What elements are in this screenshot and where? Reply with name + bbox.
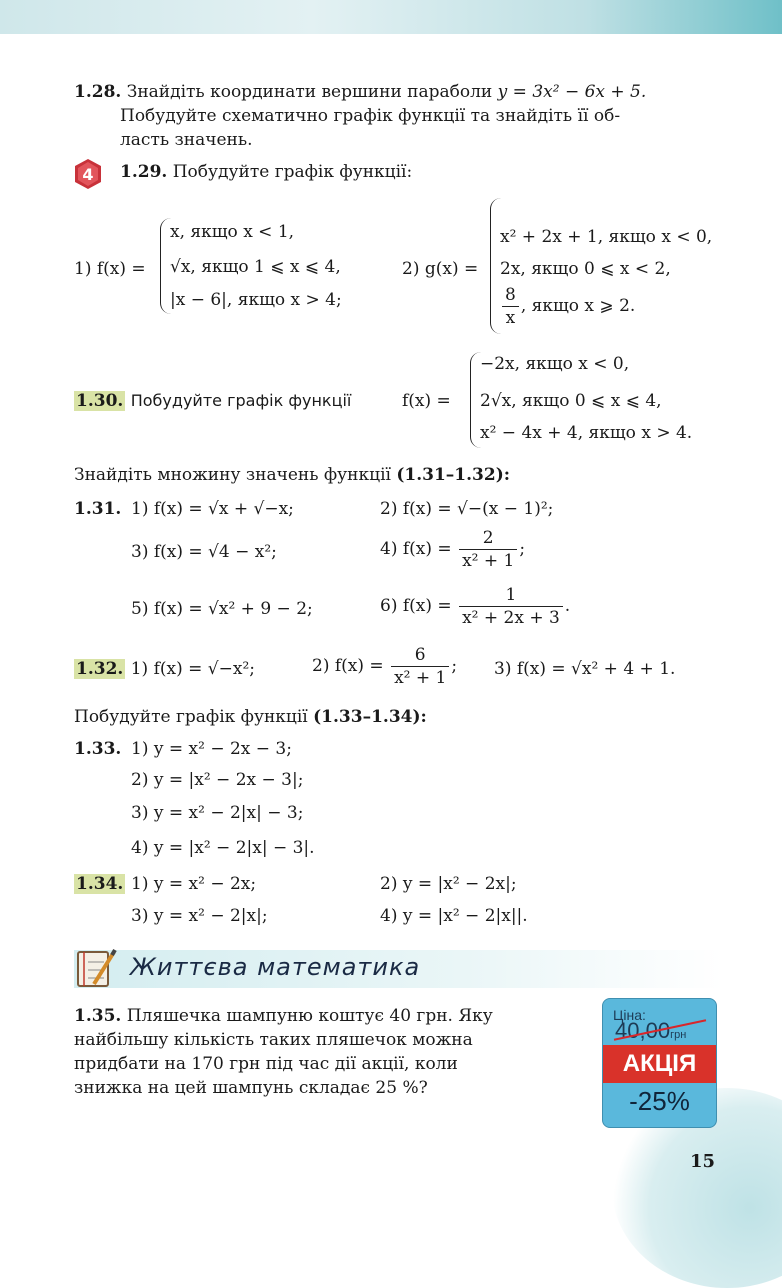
problem-1-34-num [74,872,125,896]
item-1-31-3: 3) f(x) = √4 − x²; [131,542,277,562]
item-1-34-2: 2) y = |x² − 2x|; [380,874,517,894]
numerator: 8 [505,285,516,305]
notebook-pencil-icon [74,946,120,990]
badge-label: 4 [82,165,94,184]
problem-1-35-line3: придбати на 170 грн під час дії акції, коли [74,1054,458,1074]
piece-row-1: −2x, якщо x < 0, [480,354,630,374]
item-1-31-4: 4) f(x) = $\frac{2}{\text{x² + 1}}$ ; [380,528,526,571]
g-label: 2) g(x) = [402,259,479,279]
problem-number: 1.29. [120,162,168,182]
problem-number: 1.28. [74,82,122,102]
numerator: 1 [505,585,517,605]
instruction-1-31-1-32 [74,463,510,487]
instruction-range: (1.31–1.32): [396,465,511,485]
promo-label: АКЦІЯ [603,1045,716,1083]
g-row-3 [500,284,635,329]
instruction-range: (1.33–1.34): [313,707,427,727]
fraction [391,644,449,689]
denominator: x² + 2x + 3 [459,606,563,629]
problem-number: 1.32. [76,659,124,679]
item-1-32-3: 3) f(x) = √x² + 4 + 1. [494,659,676,679]
old-price-value: 40,00 [615,1018,671,1043]
instruction-text: Побудуйте графік функції [74,707,314,727]
fraction [459,584,563,629]
problem-number: 1.31. [74,499,122,519]
fraction [459,527,517,572]
instruction-1-33-1-34 [74,705,427,729]
item-1-33-1: 1) y = x² − 2x − 3; [131,739,292,759]
discount-label: -25% [629,1086,690,1116]
piece-row-3: x² − 4x + 4, якщо x > 4. [480,423,693,443]
item-1-34-1: 1) y = x² − 2x; [131,874,257,894]
problem-text: Побудуйте графік функції [130,391,352,410]
item-1-33-3: 3) y = x² − 2|x| − 3; [131,803,304,823]
problem-1-33-num [74,737,121,761]
numerator: 2 [482,528,494,548]
f-row-3: |x − 6|, якщо x > 4; [170,290,342,310]
piece-row-2: 2√x, якщо 0 ⩽ x ⩽ 4, [480,391,662,411]
fraction-8-over-x [502,284,519,329]
item-1-33-2: 2) y = |x² − 2x − 3|; [131,770,304,790]
instruction-text: Знайдіть множину значень функції [74,465,397,485]
item-1-31-2: 2) f(x) = √−(x − 1)²; [380,499,554,519]
numerator: 6 [414,645,426,665]
f-label: 1) f(x) = [74,259,146,279]
problem-1-28-line1 [74,80,646,104]
problem-1-29-title [120,160,412,184]
problem-1-28-line2: Побудуйте схематично графік функції та знайдіть її об- [120,106,621,126]
problem-number: 1.30. [76,391,124,411]
price-label: Ціна: [613,1007,646,1023]
item-1-34-4: 4) y = |x² − 2|x||. [380,906,528,926]
problem-1-35-line2: найбільшу кількість таких пляшечок можна [74,1030,473,1050]
problem-1-30-title [74,389,351,413]
condition: , якщо x ⩾ 2. [520,296,636,316]
formula: y = 3x² − 6x + 5. [497,82,647,102]
item-1-31-6: 6) f(x) = $\frac{1}{\text{x² + 2x + 3}}$ . [380,585,571,628]
denominator: x² + 1 [459,549,517,572]
problem-number: 1.34. [76,874,124,894]
problem-number: 1.33. [74,739,122,759]
denominator: x [502,306,519,329]
item-label: 2) f(x) = [312,656,384,676]
g-row-1: x² + 2x + 1, якщо x < 0, [500,227,713,247]
item-1-31-5: 5) f(x) = √x² + 9 − 2; [131,599,313,619]
item-1-34-3: 3) y = x² − 2|x|; [131,906,268,926]
problem-text: Побудуйте графік функції: [172,162,413,182]
item-1-32-1: 1) f(x) = √−x²; [130,659,255,679]
denominator: x² + 1 [391,666,449,689]
problem-text: Пляшечка шампуню коштує 40 грн. Яку [126,1006,493,1026]
page-number: 15 [690,1151,716,1172]
item-1-32-2: 2) f(x) = $\frac{6}{\text{x² + 1}}$ ; [312,645,458,688]
f-row-1: x, якщо x < 1, [170,222,295,242]
price-tag-image [602,998,717,1128]
problem-1-32-line [74,657,255,681]
item-1-31-1: 1) f(x) = √x + √−x; [131,499,294,519]
f-label: f(x) = [402,391,451,411]
item-label: 6) f(x) = [380,596,452,616]
problem-1-28-line3: ласть значень. [120,130,253,150]
problem-number: 1.35. [74,1006,122,1026]
problem-1-31-num [74,497,121,521]
g-row-2: 2x, якщо 0 ⩽ x < 2, [500,259,671,279]
top-decorative-band [0,0,782,34]
currency: грн [670,1029,687,1041]
f-row-2: √x, якщо 1 ⩽ x ⩽ 4, [170,257,341,277]
problem-text: Знайдіть координати вершини параболи [126,82,498,102]
item-1-33-4: 4) y = |x² − 2|x| − 3|. [131,838,315,858]
problem-1-35-line4: знижка на цей шампунь складає 25 %? [74,1078,428,1098]
level-4-icon [73,158,103,190]
section-title: Життєва математика [130,953,421,981]
item-label: 4) f(x) = [380,539,452,559]
problem-1-35-line1 [74,1004,493,1028]
